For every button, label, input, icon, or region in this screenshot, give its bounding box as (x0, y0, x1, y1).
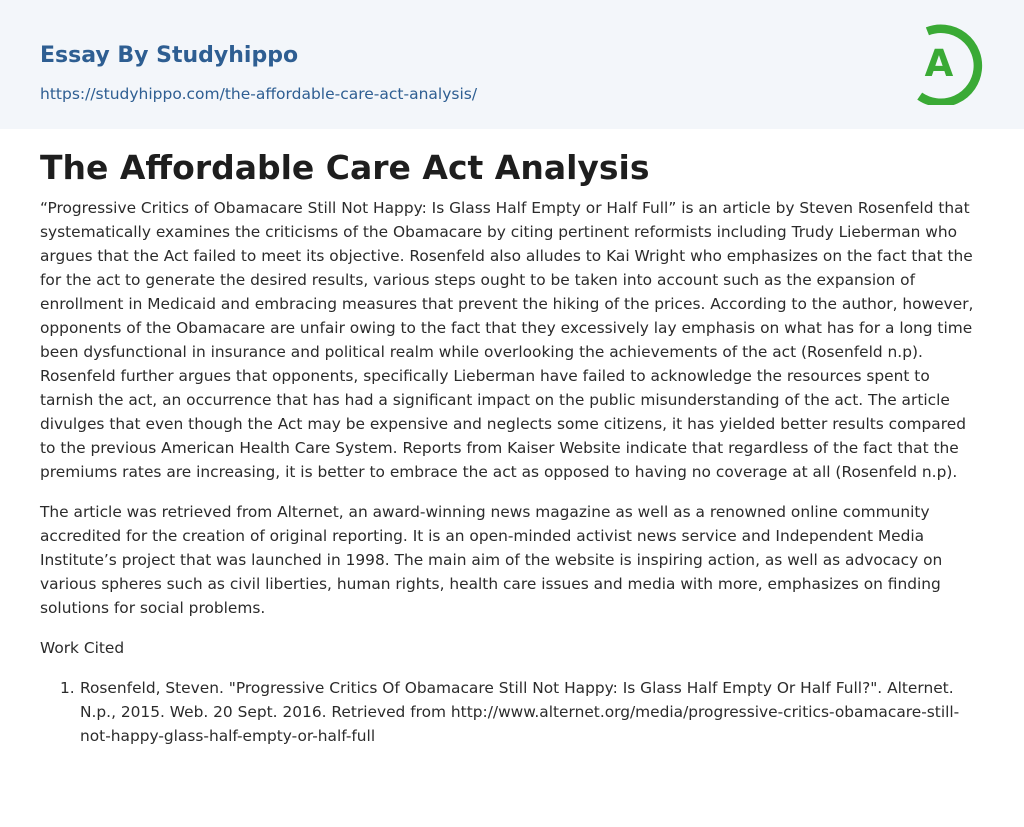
logo-letter: A (924, 42, 954, 85)
site-header (0, 0, 1024, 129)
article-paragraph: The article was retrieved from Alternet, an award-winning news magazine as well as a renowned online community accredited for the creation of original reporting. It is an open-minded activist news service and Independent Media Institute’s project that was launched in 1998. The main aim of the website is inspiring action, as well as advocacy on various spheres such as civil liberties, human rights, health care issues and media with more, emphasizes on finding solutions for social problems. (40, 503, 943, 617)
works-cited-heading: Work Cited (40, 639, 125, 657)
citation-number: 1. (60, 679, 75, 697)
page-title: The Affordable Care Act Analysis (40, 148, 650, 187)
source-url-link[interactable]: https://studyhippo.com/the-affordable-care-act-analysis/ (40, 85, 478, 103)
citation-text: Rosenfeld, Steven. "Progressive Critics Of Obamacare Still Not Happy: Is Glass Half Empty Or Half Full?". Alternet. N.p., 2015. Web. 20 Sept. 2016. Retrieved from http://www.alternet.org/media/progressive-critics-obamacare-still-not-happy-glass-half-empty-or-half-full (80, 679, 960, 745)
citation-item (40, 676, 984, 748)
brand-title[interactable]: Essay By Studyhippo (40, 43, 299, 68)
article-content (0, 129, 1024, 748)
article-paragraph: “Progressive Critics of Obamacare Still Not Happy: Is Glass Half Empty or Half Full” is an article by Steven Rosenfeld that systematically examines the criticisms of the Obamacare by citing pertinent reformists including Trudy Lieberman who argues that the Act failed to meet its objective. Rosenfeld also alludes to Kai Wright who emphasizes on the fact that the for the act to generate the desired results, various steps ought to be taken into account such as the expansion of enrollment in Medicaid and embracing measures that prevent the hiking of the prices. According to the author, however, opponents of the Obamacare are unfair owing to the fact that they excessively lay emphasis on what has for a long time been dysfunctional in insurance and political realm while overlooking the achievements of the act (Rosenfeld n.p). Rosenfeld further argues that opponents, specifically Lieberman have failed to acknowledge the resources spent to tarnish the act, an occurrence that has had a significant impact on the public misunderstanding of the act. The article divulges that even though the Act may be expensive and neglects some citizens, it has yielded better results compared to the previous American Health Care System. Reports from Kaiser Website indicate that regardless of the fact that the premiums rates are increasing, it is better to embrace the act as opposed to having no coverage at all (Rosenfeld n.p). (40, 199, 974, 481)
citation-list (40, 676, 984, 748)
studyhippo-logo-icon[interactable] (913, 19, 987, 105)
